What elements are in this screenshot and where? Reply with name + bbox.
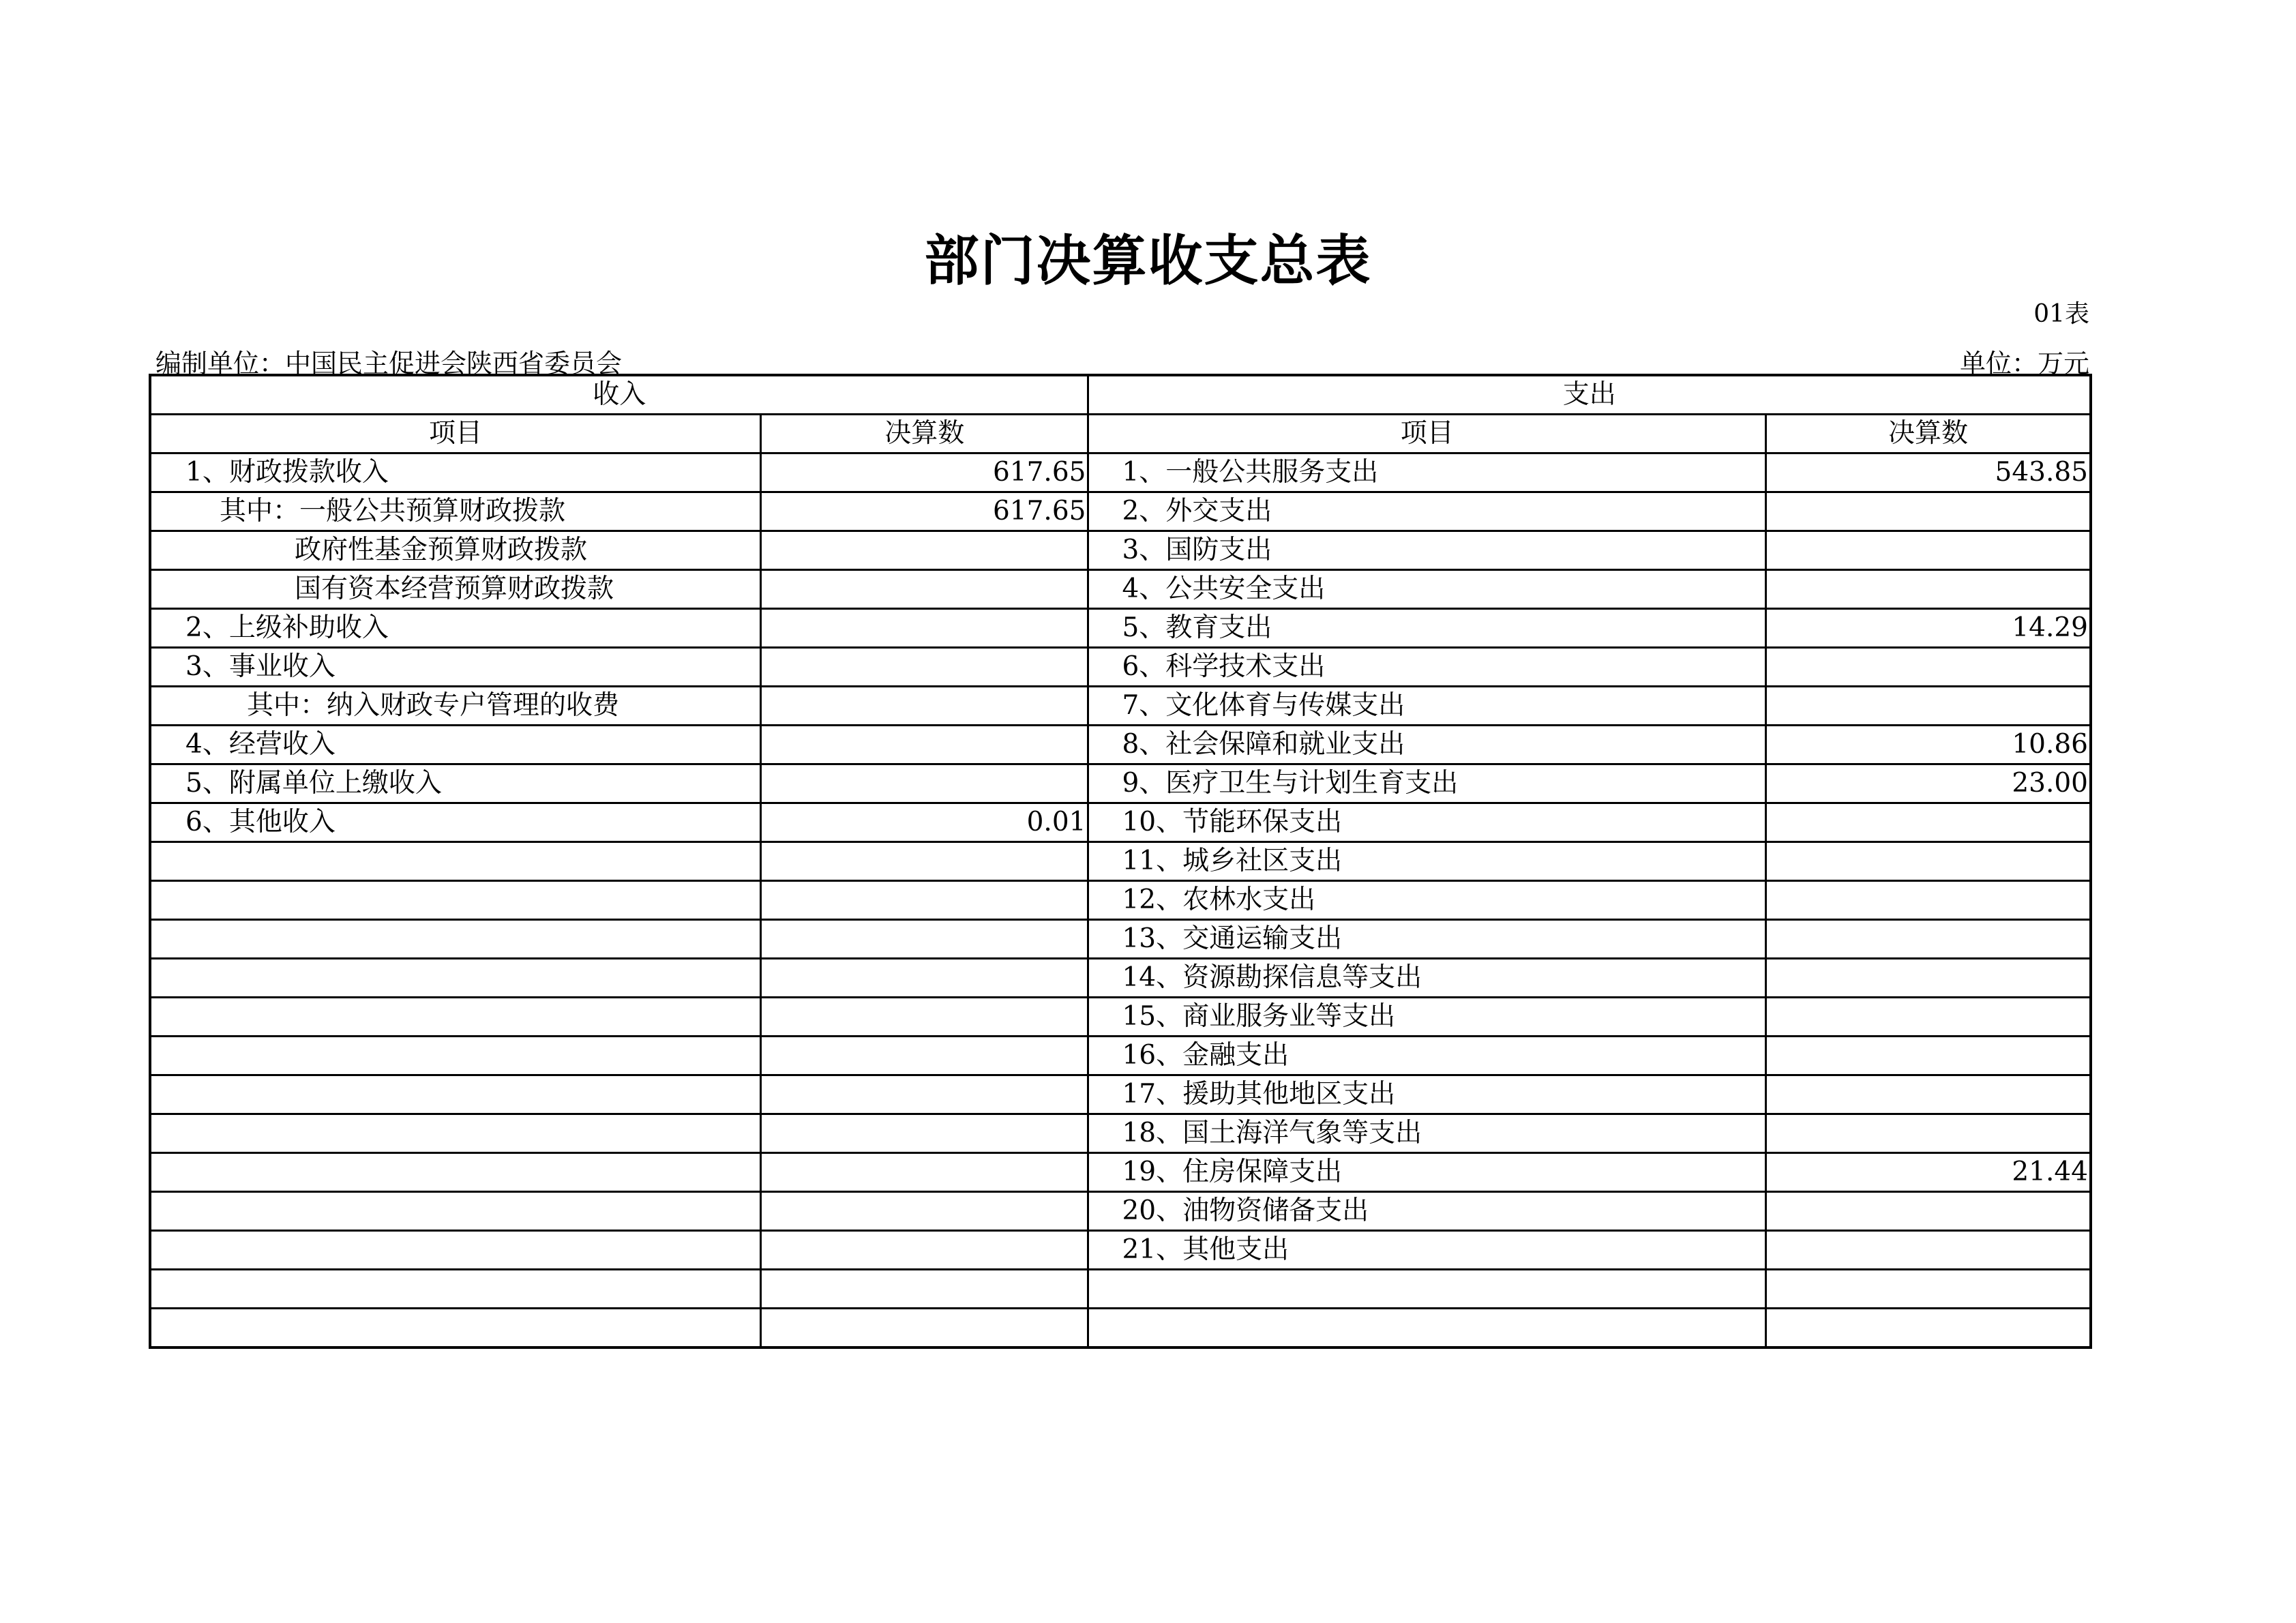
income-item-cell	[150, 1192, 761, 1231]
expense-item-cell: 7、文化体育与传媒支出	[1088, 687, 1766, 726]
table-row	[150, 492, 2091, 531]
expense-amount-cell	[1766, 803, 2091, 842]
table-row	[150, 998, 2091, 1037]
expense-amount-cell	[1766, 531, 2091, 570]
expense-item-cell: 1、一般公共服务支出	[1088, 453, 1766, 492]
expense-amount-cell	[1766, 492, 2091, 531]
income-amount-cell	[761, 920, 1088, 959]
table-row	[150, 881, 2091, 920]
expense-amount-cell	[1766, 1037, 2091, 1075]
table-row	[150, 1075, 2091, 1114]
income-item-cell	[150, 1309, 761, 1348]
income-item-cell: 6、其他收入	[150, 803, 761, 842]
income-item-cell	[150, 881, 761, 920]
expense-item-cell: 4、公共安全支出	[1088, 570, 1766, 609]
expense-item-cell: 5、教育支出	[1088, 609, 1766, 648]
table-row	[150, 1153, 2091, 1192]
expense-amount-cell: 21.44	[1766, 1153, 2091, 1192]
expense-item-cell	[1088, 1309, 1766, 1348]
income-amount-cell: 0.01	[761, 803, 1088, 842]
expense-amount-header: 决算数	[1766, 415, 2091, 453]
income-amount-cell	[761, 726, 1088, 764]
income-item-cell	[150, 920, 761, 959]
table-row	[150, 687, 2091, 726]
expense-item-cell: 14、资源勘探信息等支出	[1088, 959, 1766, 998]
income-item-cell: 其中：纳入财政专户管理的收费	[150, 687, 761, 726]
expense-item-cell: 3、国防支出	[1088, 531, 1766, 570]
expense-item-cell: 18、国土海洋气象等支出	[1088, 1114, 1766, 1153]
income-amount-cell	[761, 1153, 1088, 1192]
expense-amount-cell	[1766, 842, 2091, 881]
table-row	[150, 726, 2091, 764]
expense-item-cell: 6、科学技术支出	[1088, 648, 1766, 687]
table-row	[150, 959, 2091, 998]
income-item-header: 项目	[150, 415, 761, 453]
expense-amount-cell	[1766, 1075, 2091, 1114]
income-item-cell	[150, 959, 761, 998]
income-item-cell	[150, 1075, 761, 1114]
income-amount-cell	[761, 1114, 1088, 1153]
income-amount-cell: 617.65	[761, 492, 1088, 531]
income-amount-cell	[761, 764, 1088, 803]
income-amount-cell	[761, 1075, 1088, 1114]
expense-item-cell: 8、社会保障和就业支出	[1088, 726, 1766, 764]
table-row	[150, 1309, 2091, 1348]
expense-amount-cell	[1766, 920, 2091, 959]
expense-item-cell: 11、城乡社区支出	[1088, 842, 1766, 881]
form-number: 01表	[2033, 300, 2089, 328]
expense-amount-cell	[1766, 1192, 2091, 1231]
table-row	[150, 1270, 2091, 1309]
expense-amount-cell	[1766, 1309, 2091, 1348]
income-amount-cell	[761, 1192, 1088, 1231]
expense-item-cell: 20、油物资储备支出	[1088, 1192, 1766, 1231]
expense-section-header: 支出	[1088, 375, 2091, 415]
table-row	[150, 1231, 2091, 1270]
income-item-cell	[150, 1037, 761, 1075]
income-item-cell: 国有资本经营预算财政拨款	[150, 570, 761, 609]
expense-amount-cell	[1766, 881, 2091, 920]
column-header-row	[150, 415, 2091, 453]
expense-amount-cell: 543.85	[1766, 453, 2091, 492]
income-item-cell: 政府性基金预算财政拨款	[150, 531, 761, 570]
income-amount-header: 决算数	[761, 415, 1088, 453]
expense-item-cell: 12、农林水支出	[1088, 881, 1766, 920]
expense-item-cell: 15、商业服务业等支出	[1088, 998, 1766, 1037]
income-amount-cell	[761, 570, 1088, 609]
expense-amount-cell	[1766, 998, 2091, 1037]
income-amount-cell	[761, 998, 1088, 1037]
table-row	[150, 1192, 2091, 1231]
income-amount-cell: 617.65	[761, 453, 1088, 492]
expense-amount-cell	[1766, 648, 2091, 687]
compiling-unit: 编制单位：中国民主促进会陕西省委员会	[155, 348, 623, 378]
table-row	[150, 842, 2091, 881]
table-row	[150, 648, 2091, 687]
income-item-cell: 4、经营收入	[150, 726, 761, 764]
expense-amount-cell: 14.29	[1766, 609, 2091, 648]
income-amount-cell	[761, 687, 1088, 726]
table-row	[150, 920, 2091, 959]
income-section-header: 收入	[150, 375, 1088, 415]
expense-amount-cell	[1766, 1270, 2091, 1309]
expense-amount-cell: 23.00	[1766, 764, 2091, 803]
income-item-cell: 1、财政拨款收入	[150, 453, 761, 492]
table-row	[150, 570, 2091, 609]
expense-item-cell: 10、节能环保支出	[1088, 803, 1766, 842]
expense-amount-cell	[1766, 570, 2091, 609]
income-amount-cell	[761, 1270, 1088, 1309]
table-row	[150, 1114, 2091, 1153]
expense-amount-cell	[1766, 959, 2091, 998]
income-amount-cell	[761, 842, 1088, 881]
page-title: 部门决算收支总表	[924, 229, 1372, 293]
table-row	[150, 453, 2091, 492]
table-row	[150, 803, 2091, 842]
expense-item-cell: 21、其他支出	[1088, 1231, 1766, 1270]
income-amount-cell	[761, 609, 1088, 648]
expense-amount-cell: 10.86	[1766, 726, 2091, 764]
income-item-cell	[150, 998, 761, 1037]
currency-unit: 单位：万元	[1959, 348, 2089, 378]
expense-item-cell: 16、金融支出	[1088, 1037, 1766, 1075]
income-item-cell	[150, 1114, 761, 1153]
income-amount-cell	[761, 648, 1088, 687]
income-item-cell	[150, 1270, 761, 1309]
income-amount-cell	[761, 881, 1088, 920]
expense-item-cell	[1088, 1270, 1766, 1309]
table-row	[150, 764, 2091, 803]
table-row	[150, 1037, 2091, 1075]
income-amount-cell	[761, 1231, 1088, 1270]
expense-amount-cell	[1766, 687, 2091, 726]
expense-item-cell: 19、住房保障支出	[1088, 1153, 1766, 1192]
income-item-cell	[150, 842, 761, 881]
expense-amount-cell	[1766, 1231, 2091, 1270]
expense-item-cell: 9、医疗卫生与计划生育支出	[1088, 764, 1766, 803]
table-row	[150, 531, 2091, 570]
expense-item-cell: 2、外交支出	[1088, 492, 1766, 531]
income-item-cell: 5、附属单位上缴收入	[150, 764, 761, 803]
income-item-cell	[150, 1231, 761, 1270]
income-amount-cell	[761, 531, 1088, 570]
section-header-row	[150, 375, 2091, 415]
income-item-cell: 其中：一般公共预算财政拨款	[150, 492, 761, 531]
expense-item-cell: 17、援助其他地区支出	[1088, 1075, 1766, 1114]
expense-item-header: 项目	[1088, 415, 1766, 453]
expense-amount-cell	[1766, 1114, 2091, 1153]
table-row	[150, 609, 2091, 648]
income-item-cell: 2、上级补助收入	[150, 609, 761, 648]
income-amount-cell	[761, 1309, 1088, 1348]
income-amount-cell	[761, 1037, 1088, 1075]
income-item-cell: 3、事业收入	[150, 648, 761, 687]
budget-table	[149, 374, 2092, 1349]
income-amount-cell	[761, 959, 1088, 998]
expense-item-cell: 13、交通运输支出	[1088, 920, 1766, 959]
income-item-cell	[150, 1153, 761, 1192]
